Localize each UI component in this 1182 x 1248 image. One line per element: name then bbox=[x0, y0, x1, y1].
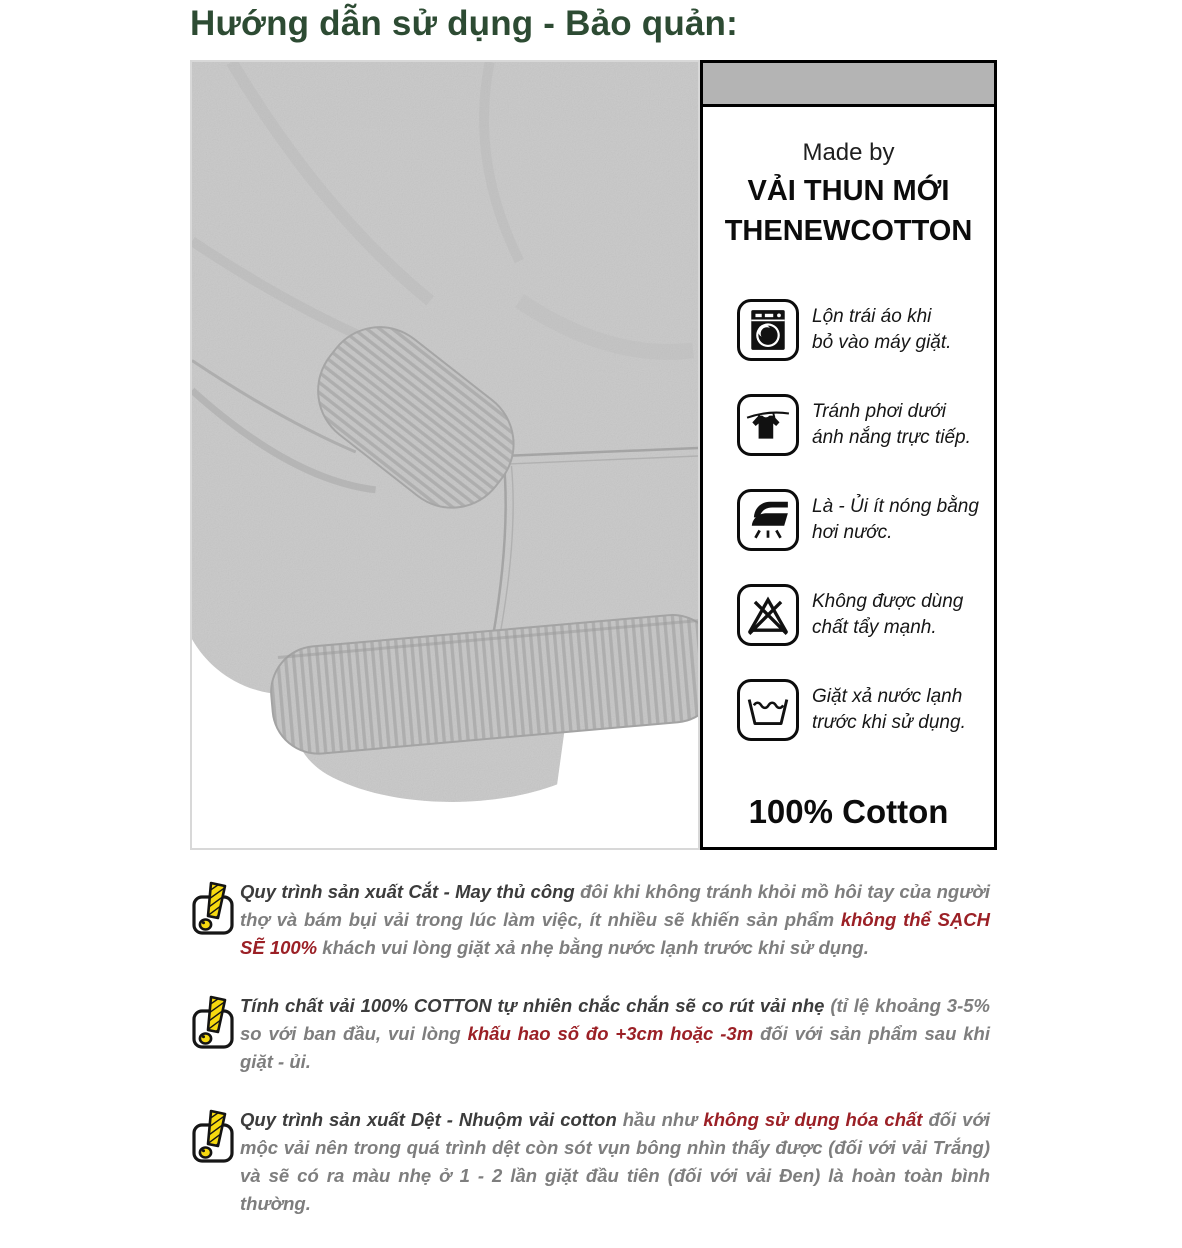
care-item-steam-iron bbox=[703, 489, 994, 551]
note-text: Quy trình sản xuất Cắt - May thủ công đôi khi không tránh khỏi mồ hôi tay của người thợ và bám bụi vải trong lúc làm việc, ít nhiều sẽ khiến sản phẩm không thể SẠCH SẼ 100% khách vui lòng giặt xả nhẹ bằng nước lạnh trước khi sử dụng. bbox=[240, 881, 990, 958]
note-text: Quy trình sản xuất Dệt - Nhuộm vải cotton hầu như không sử dụng hóa chất đối với mộc vải nên trong quá trình dệt còn sót vụn bông nhìn thấy được (đối với vải Trắng) và sẽ có ra màu nhẹ ở 1 - 2 lần giặt đầu tiên (đối với vải Đen) là hoàn toàn bình thường. bbox=[240, 1109, 991, 1214]
note-dyeing bbox=[190, 1106, 990, 1218]
note-handmade bbox=[190, 878, 990, 962]
made-by-text: Made by bbox=[802, 139, 895, 166]
brand-name-line2: THENEWCOTTON bbox=[724, 215, 973, 247]
brand-name-line1: VẢI THUN MỚI bbox=[747, 175, 950, 207]
product-photo bbox=[190, 60, 700, 850]
cold-wash-icon bbox=[737, 679, 799, 741]
washing-machine-icon bbox=[737, 299, 799, 361]
exclamation-icon bbox=[190, 878, 240, 962]
care-item-machine-wash bbox=[703, 299, 994, 361]
exclamation-icon bbox=[190, 1106, 240, 1218]
care-item-text: Là - Ủi ít nóng bằng hơi nước. bbox=[812, 496, 979, 543]
exclamation-icon bbox=[190, 992, 240, 1076]
note-shrinkage bbox=[190, 992, 990, 1076]
care-item-no-sun-dry bbox=[703, 394, 994, 456]
note-text: Tính chất vải 100% COTTON tự nhiên chắc chắn sẽ co rút vải nhẹ (tỉ lệ khoảng 3-5% so với ban đầu, vui lòng khấu hao số đo +3cm hoặc -3m đối với sản phẩm sau khi giặt - ủi. bbox=[240, 995, 990, 1072]
material-label: 100% Cotton bbox=[748, 793, 949, 830]
steam-iron-icon bbox=[737, 489, 799, 551]
line-dry-icon bbox=[737, 394, 799, 456]
page-title: Hướng dẫn sử dụng - Bảo quản: bbox=[190, 4, 738, 43]
care-label-panel bbox=[700, 60, 997, 850]
care-item-no-bleach bbox=[703, 584, 994, 646]
care-item-text: Giặt xả nước lạnh trước khi sử dụng. bbox=[812, 686, 966, 733]
care-item-text: Không được dùng chất tẩy mạnh. bbox=[812, 591, 964, 638]
production-notes bbox=[190, 878, 990, 1248]
hoodie-photo-illustration bbox=[192, 62, 698, 848]
no-bleach-icon bbox=[737, 584, 799, 646]
care-instruction-list bbox=[703, 299, 994, 741]
care-item-cold-wash bbox=[703, 679, 994, 741]
care-item-text: Lộn trái áo khi bỏ vào máy giặt. bbox=[812, 306, 952, 353]
label-header-bar bbox=[703, 63, 994, 107]
care-item-text: Tránh phơi dưới ánh nắng trực tiếp. bbox=[812, 401, 971, 448]
